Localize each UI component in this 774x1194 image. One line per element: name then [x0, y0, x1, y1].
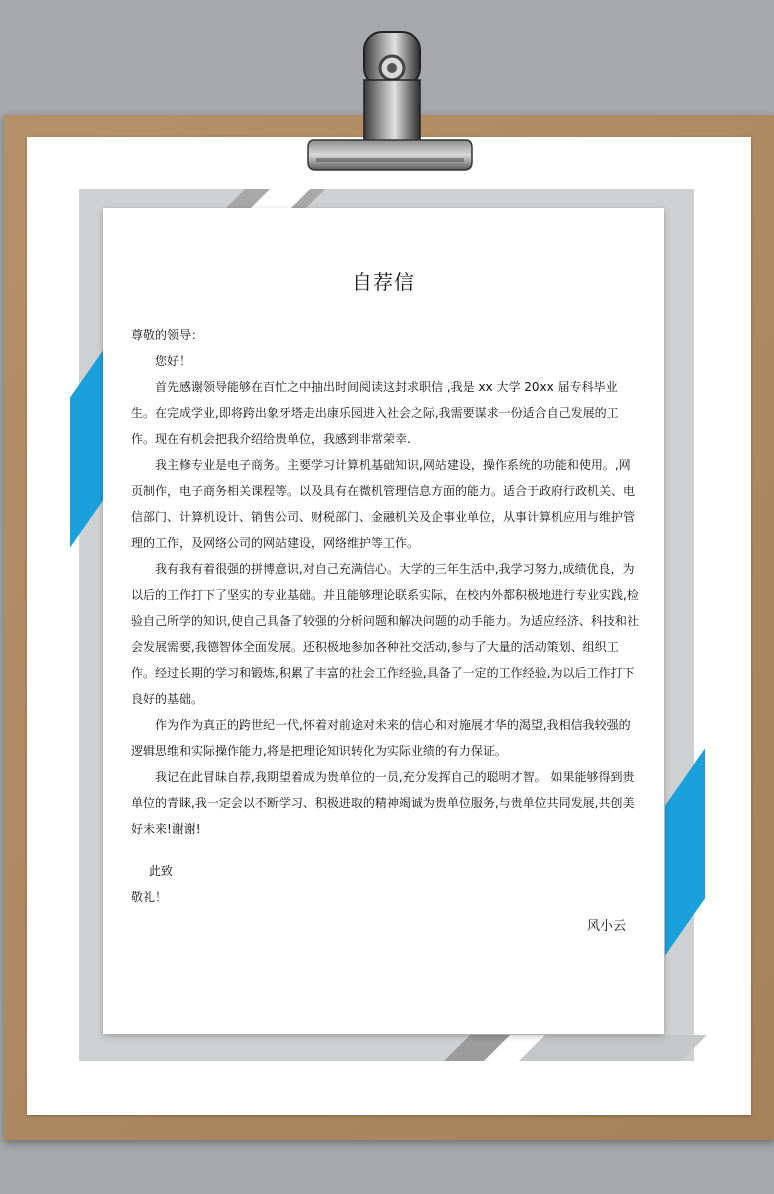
letter-sheet: [103, 208, 664, 1034]
closing-line-1: 此致: [149, 864, 174, 878]
paragraph-5: 我记在此冒昧自荐,我期望着成为贵单位的一员,充分发挥自己的聪明才智。 如果能够得到贵单位的青睐,我一定会以不断学习、积极进取的精神竭诚为贵单位服务,与贵单位共同发展,共创美好未来!谢谢!: [131, 770, 635, 836]
salutation: 尊敬的领导：: [131, 328, 204, 342]
paragraph-2: 我主修专业是电子商务。主要学习计算机基础知识,网站建设，操作系统的功能和使用。,网页制作，电子商务相关课程等。以及具有在微机管理信息方面的能力。适合于政府行政机关、电信部门、计算机设计、销售公司、财税部门、金融机关及企事业单位，从事计算机应用与维护管理的工作，及网络公司的网站建设，网络维护等工作。: [131, 458, 636, 550]
letter-title: 自荐信: [352, 270, 415, 294]
paragraph-1: 首先感谢领导能够在百忙之中抽出时间阅读这封求职信 ,我是 xx 大学 20xx 届专科毕业生。在完成学业,即将跨出象牙塔走出康乐园进入社会之际,我需要谋求一份适合自己发展的工作。现在有机会把我介绍给贵单位，我感到非常荣幸.: [131, 380, 619, 446]
paragraph-3: 我有我有着很强的拼博意识,对自己充满信心。大学的三年生活中,我学习努力,成绩优良，为以后的工作打下了坚实的专业基础。并且能够理论联系实际，在校内外都积极地进行专业实践,检验自己所学的知识,使自己具备了较强的分析问题和解决问题的动手能力。为适应经济、科技和社会发展需要,我德智体全面发展。还积极地参加各种社交活动,参与了大量的活动策划、组织工作。经过长期的学习和锻炼,积累了丰富的社会工作经验,具备了一定的工作经验,为以后工作打下良好的基础。: [131, 562, 639, 706]
closing-line-2: 敬礼！: [131, 890, 168, 904]
light-stripe-bottom: [519, 1035, 707, 1061]
binder-clip-icon: [306, 28, 474, 173]
letter-body: [131, 322, 641, 910]
paragraph-4: 作为作为真正的跨世纪一代,怀着对前途对未来的信心和对施展才华的渴望,我相信我较强的逻辑思维和实际操作能力,将是把理论知识转化为实际业绩的有力保证。: [131, 718, 631, 758]
signature: 风小云: [586, 919, 626, 934]
greeting: 您好！: [155, 354, 192, 368]
